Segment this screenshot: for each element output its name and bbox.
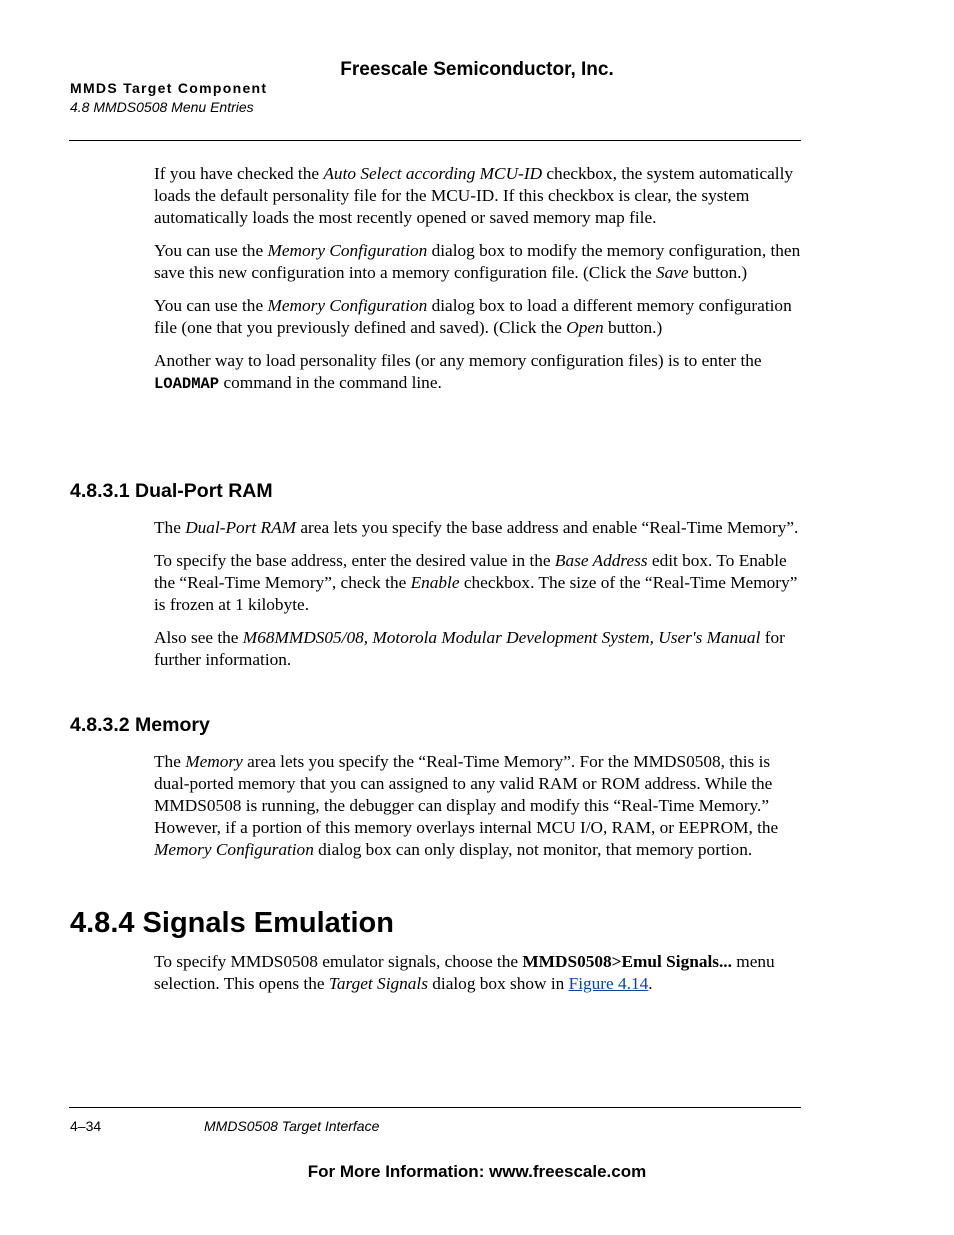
- memory-section: [154, 751, 802, 872]
- signals-section: [154, 951, 802, 1006]
- footer-divider: [69, 1107, 801, 1108]
- more-info-footer: For More Information: www.freescale.com: [307, 1162, 647, 1181]
- code-loadmap: LOADMAP: [154, 375, 220, 393]
- running-title: MMDS Target Component: [70, 80, 268, 96]
- page-number: 4–34: [70, 1118, 102, 1134]
- paragraph: To specify the base address, enter the desired value in the Base Address edit box. To Enable the “Real-Time Memory”, check the Enable checkbox. The size of the “Real-Time Memory” is frozen at 1 kilobyte.: [154, 551, 798, 614]
- paragraph: If you have checked the Auto Select according MCU-ID checkbox, the system automatically loads the default personality file for the MCU-ID. If this checkbox is clear, the system automatically loads the most recently opened or saved memory map file.: [154, 164, 794, 227]
- dual-port-section: [154, 517, 802, 682]
- paragraph: The Dual-Port RAM area lets you specify the base address and enable “Real-Time Memory”.: [154, 518, 799, 537]
- paragraph: Also see the M68MMDS05/08, Motorola Modular Development System, User's Manual for further information.: [154, 628, 785, 669]
- header-divider: [69, 140, 801, 141]
- section-heading-signals-emulation: 4.8.4 Signals Emulation: [70, 907, 394, 939]
- company-header: Freescale Semiconductor, Inc.: [340, 59, 614, 80]
- paragraph: To specify MMDS0508 emulator signals, choose the MMDS0508>Emul Signals... menu selection. This opens the Target Signals dialog box show in Figure 4.14.: [154, 952, 775, 993]
- running-subtitle: 4.8 MMDS0508 Menu Entries: [70, 99, 254, 115]
- paragraph: The Memory area lets you specify the “Real-Time Memory”. For the MMDS0508, this is dual-ported memory that you can assigned to any valid RAM or ROM address. While the MMDS0508 is running, the debugger can display and modify this “Real-Time Memory.” However, if a portion of this memory overlays internal MCU I/O, RAM, or EEPROM, the Memory Configuration dialog box can only display, not monitor, that memory portion.: [154, 752, 779, 859]
- paragraph: Another way to load personality files (or any memory configuration files) is to enter the LOADMAP command in the command line.: [154, 351, 762, 393]
- section-heading-memory: 4.8.3.2 Memory: [70, 714, 210, 736]
- paragraph: You can use the Memory Configuration dialog box to modify the memory configuration, then save this new configuration into a memory configuration file. (Click the Save button.): [154, 241, 801, 282]
- figure-link[interactable]: Figure 4.14: [568, 974, 649, 993]
- intro-section: [154, 163, 802, 406]
- paragraph: You can use the Memory Configuration dialog box to load a different memory configuration file (one that you previously defined and saved). (Click the Open button.): [154, 296, 792, 337]
- section-heading-dual-port-ram: 4.8.3.1 Dual-Port RAM: [70, 480, 273, 502]
- document-title: MMDS0508 Target Interface: [204, 1118, 380, 1134]
